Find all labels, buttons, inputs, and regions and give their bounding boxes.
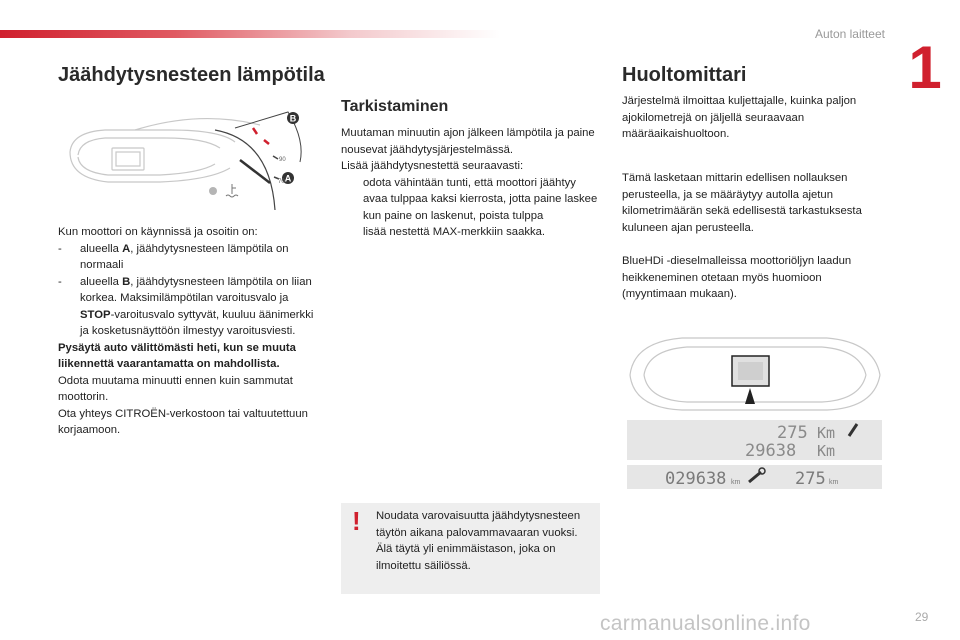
gauge-red-tick	[264, 140, 269, 144]
remaining-distance-value: 275	[795, 469, 826, 489]
list-item: - alueella B, jäähdytysnesteen lämpötila on liian korkea. Maksimilämpötilan varoitusvalo ja STOP-varoitusvalo syttyvät, kuuluu äänimerkki ja kosketusnäyttöön ilmestyy varoitusviesti.	[58, 275, 314, 337]
section-label: Auton laitteet	[814, 27, 885, 41]
header-accent-bar	[0, 30, 500, 38]
service-p2: Tämä lasketaan mittarin edellisen nollauksen perusteella, ja se määräytyy autolla ajetun kilometrimäärän sekä edellisestä tarkastuksesta kuluneen ajan perusteella.	[622, 172, 862, 234]
list-item: odota vähintään tunti, että moottori jäähtyy	[363, 176, 576, 189]
service-display-2	[627, 465, 882, 489]
coolant-temperature-icon	[226, 184, 238, 197]
coolant-description	[58, 224, 323, 439]
svg-text:A: A	[284, 173, 292, 184]
coolant-gauge-illustration	[60, 100, 330, 215]
gauge-tick-90: 90	[279, 157, 286, 163]
checking-instructions	[341, 125, 603, 241]
service-display-1	[627, 420, 882, 460]
list-item: avaa tulppaa kaksi kierrosta, jotta paine laskee	[363, 193, 598, 205]
service-p1: Järjestelmä ilmoittaa kuljettajalle, kuinka paljon ajokilometrejä on jäljellä seuraavaan määräaikaishuoltoon.	[622, 95, 857, 140]
list-item: lisää nestettä MAX-merkkiin saakka.	[363, 226, 546, 238]
contact-text: Ota yhteys CITROËN-verkostoon tai valtuutettuun korjaamoon.	[58, 407, 308, 436]
refill-intro: Lisää jäähdytysnestettä seuraavasti:	[341, 160, 524, 172]
odometer-value: 29638	[745, 441, 797, 460]
coolant-title: Jäähdytysnesteen lämpötila	[58, 64, 325, 86]
page-number: 29	[915, 610, 929, 624]
gauge-red-tick	[253, 128, 257, 134]
instrument-cluster-illustration	[622, 330, 887, 415]
remaining-distance-unit: km	[829, 479, 839, 486]
service-p3: BlueHDi -dieselmalleissa moottoriöljyn laadun heikkeneminen otetaan myös huomioon (myyntimaan mukaan).	[622, 255, 852, 300]
remaining-distance-unit: Km	[817, 424, 836, 442]
checking-title: Tarkistaminen	[341, 98, 449, 115]
watermark: carmanualsonline.info	[600, 612, 811, 635]
gauge-tick-70: 70	[278, 179, 285, 185]
odometer-unit: Km	[817, 442, 836, 460]
wait-text: Odota muutama minuutti ennen kuin sammutat moottorin.	[58, 374, 293, 403]
warning-exclamation-icon: !	[352, 506, 361, 536]
odometer-value: 029638	[665, 469, 727, 489]
checking-intro: Muutaman minuutin ajon jälkeen lämpötila ja paine nousevat jäähdytysjärjestelmässä.	[341, 127, 595, 156]
service-indicator-title: Huoltomittari	[622, 64, 747, 86]
svg-text:B: B	[289, 113, 297, 124]
odometer-unit: km	[731, 479, 741, 486]
list-item: kun paine on laskenut, poista tulppa	[363, 209, 544, 222]
pointer-arrow-icon	[745, 388, 755, 404]
gauge-needle	[240, 160, 270, 183]
warning-lamp-icon	[209, 187, 217, 195]
list-item: - alueella A, jäähdytysnesteen lämpötila on normaali	[58, 242, 289, 271]
chapter-number: 1	[908, 34, 942, 101]
warning-text: Noudata varovaisuutta jäähdytysnesteen täytön aikana palovammavaaran vuoksi. Älä täytä yli enimmäistason, joka on ilmoitettu säiliössä.	[376, 510, 581, 572]
stop-vehicle-notice: Pysäytä auto välittömästi heti, kun se muuta liikennettä vaarantamatta on mahdollista.	[58, 341, 296, 370]
gauge-intro: Kun moottori on käynnissä ja osoitin on:	[58, 226, 258, 238]
remaining-distance-value: 275	[777, 423, 808, 443]
